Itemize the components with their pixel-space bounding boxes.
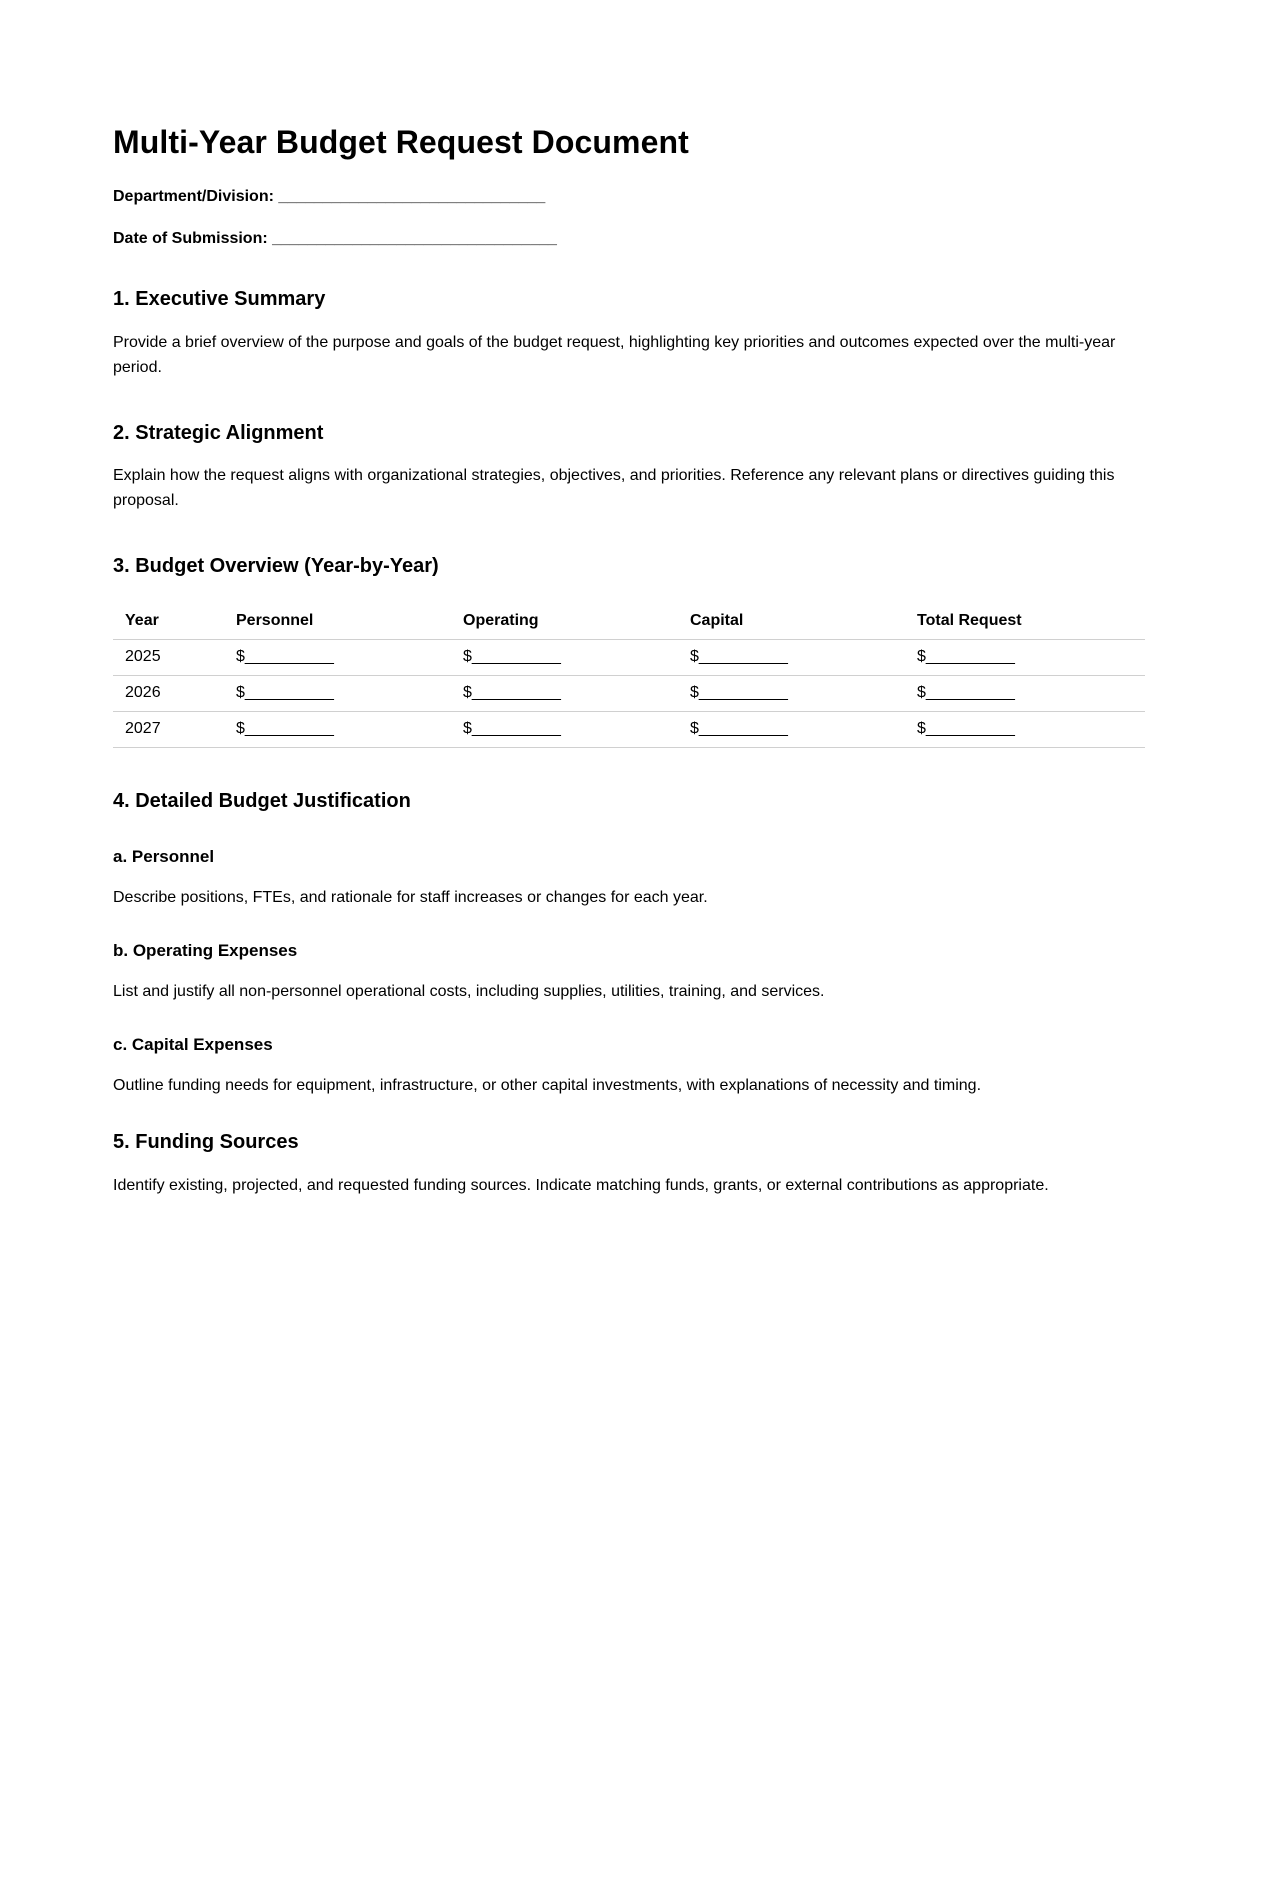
operating-expenses-subheading: b. Operating Expenses (113, 940, 298, 960)
table-row (113, 711, 1145, 747)
document-title: Multi-Year Budget Request Document (113, 124, 689, 160)
funding-sources-section (113, 1130, 1145, 1198)
strategic-alignment-section (113, 421, 1145, 513)
capital-cell[interactable]: $__________ (678, 675, 905, 711)
department-division-label: Department/Division: (113, 187, 274, 205)
capital-cell[interactable]: $__________ (678, 711, 905, 747)
year-cell: 2026 (113, 675, 224, 711)
personnel-subsection (113, 846, 1145, 910)
personnel-text: Describe positions, FTEs, and rationale for staff increases or changes for each year. (113, 888, 708, 906)
year-cell: 2027 (113, 711, 224, 747)
budget-overview-table (113, 604, 1145, 748)
personnel-subheading: a. Personnel (113, 846, 215, 866)
budget-overview-heading: 3. Budget Overview (Year-by-Year) (113, 554, 439, 577)
department-division-field (113, 187, 1145, 207)
total-request-cell[interactable]: $__________ (905, 639, 1145, 675)
column-header-capital: Capital (678, 604, 905, 640)
total-request-cell[interactable]: $__________ (905, 675, 1145, 711)
detailed-justification-heading: 4. Detailed Budget Justification (113, 789, 411, 812)
strategic-alignment-heading: 2. Strategic Alignment (113, 421, 324, 444)
date-of-submission-blank[interactable]: ________________________________ (272, 229, 557, 247)
operating-cell[interactable]: $__________ (451, 675, 678, 711)
detailed-justification-section (113, 789, 1145, 1098)
budget-overview-section (113, 554, 1145, 748)
year-cell: 2025 (113, 639, 224, 675)
funding-sources-text: Identify existing, projected, and requested funding sources. Indicate matching funds, grants, or external contributions as appropriate. (113, 1176, 1049, 1194)
date-of-submission-field (113, 229, 1145, 249)
capital-expenses-subsection (113, 1034, 1145, 1098)
table-header-row (113, 604, 1145, 640)
table-row (113, 639, 1145, 675)
operating-cell[interactable]: $__________ (451, 711, 678, 747)
operating-expenses-subsection (113, 940, 1145, 1004)
capital-expenses-text: Outline funding needs for equipment, infrastructure, or other capital investments, with explanations of necessity and timing. (113, 1076, 982, 1094)
date-of-submission-label: Date of Submission: (113, 229, 268, 247)
personnel-cell[interactable]: $__________ (224, 711, 451, 747)
funding-sources-heading: 5. Funding Sources (113, 1130, 299, 1153)
column-header-personnel: Personnel (224, 604, 451, 640)
operating-cell[interactable]: $__________ (451, 639, 678, 675)
department-division-blank[interactable]: ______________________________ (278, 187, 546, 205)
executive-summary-text: Provide a brief overview of the purpose and goals of the budget request, highlighting key priorities and outcomes expected over the multi-year period. (113, 333, 1116, 376)
personnel-cell[interactable]: $__________ (224, 675, 451, 711)
executive-summary-section (113, 287, 1145, 380)
column-header-year: Year (113, 604, 224, 640)
strategic-alignment-text: Explain how the request aligns with organizational strategies, objectives, and priorities. Reference any relevant plans or directives guiding this proposal. (113, 466, 1115, 509)
personnel-cell[interactable]: $__________ (224, 639, 451, 675)
total-request-cell[interactable]: $__________ (905, 711, 1145, 747)
capital-cell[interactable]: $__________ (678, 639, 905, 675)
operating-expenses-text: List and justify all non-personnel operational costs, including supplies, utilities, training, and services. (113, 982, 825, 1000)
executive-summary-heading: 1. Executive Summary (113, 287, 326, 310)
table-row (113, 675, 1145, 711)
capital-expenses-subheading: c. Capital Expenses (113, 1034, 273, 1054)
column-header-operating: Operating (451, 604, 678, 640)
column-header-total-request: Total Request (905, 604, 1145, 640)
